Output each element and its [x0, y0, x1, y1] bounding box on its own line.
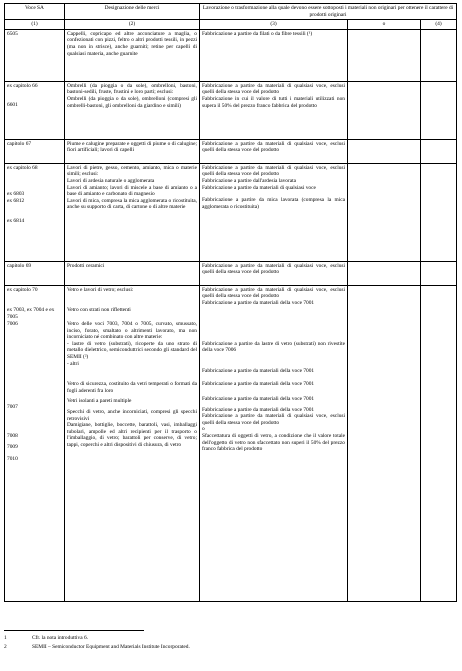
- rule-text: Fabbricazione a partire da materiali della voce 7001: [202, 395, 315, 402]
- description-text: Cappelli, copricapo ed altre acconciature a maglia, o confezionati con pizzi, feltro o altri prodotti tessili, in pezzi (ma non in strisce), anche guarniti; retine per capelli di qualsiasi materia, anche guarnite: [67, 30, 197, 57]
- footnote-number: 2: [4, 644, 7, 650]
- code-text: ex 7003, ex 7004 e ex 7005: [7, 307, 55, 320]
- rule-text: Fabbricazione a partire dall'ardesia lavorata: [202, 177, 297, 184]
- rule-cell: [200, 29, 348, 81]
- col-number: (2): [65, 20, 200, 30]
- rule-alt-cell: [421, 285, 457, 601]
- description-cell: [65, 285, 200, 601]
- footnote: [4, 644, 456, 651]
- description-text: Vetro con strati non riflettenti: [67, 307, 131, 314]
- code-text: 6505: [7, 30, 18, 37]
- rule-text: Fabbricazione a partire da mica lavorata (compresa la mica agglomerata o ricostituita): [202, 197, 345, 210]
- table-row: [5, 261, 457, 285]
- code-text: 7009: [7, 444, 18, 451]
- footnote-divider: [4, 630, 144, 631]
- code-text: ex capitolo 68: [7, 164, 38, 171]
- code-cell: [5, 261, 65, 285]
- description-text: Specchi di vetro, anche incorniciati, compresi gli specchi retrovisivi: [67, 408, 197, 422]
- table-row: [5, 163, 457, 261]
- column-number-row: [5, 20, 457, 30]
- rule-text: Fabbricazione a partire da materiali di qualsiasi voce: [202, 184, 316, 191]
- footnotes: [4, 633, 456, 651]
- description-text: Lavori di amianto; lavori di miscele a base di amianto o a base di amianto e carbonato di magnesio: [67, 184, 197, 198]
- col-number: o: [348, 20, 421, 30]
- rule-cell: [200, 139, 348, 163]
- code-text: 7007: [7, 404, 18, 411]
- code-text: ex 6803: [7, 191, 25, 198]
- description-text: Vetro di sicurezza, costituito da vetri temperati o formati da fogli aderenti fra loro: [67, 381, 197, 394]
- description-cell: [65, 139, 200, 163]
- table-header-row: [5, 4, 457, 20]
- rule-cell: [200, 285, 348, 601]
- or-cell: [348, 261, 421, 285]
- description-text: Ombrelli (da pioggia o da sole), ombrelloni (compresi gli ombrelli-bastoni, gli ombrelloni da giardino e simili): [67, 95, 197, 109]
- rules-table: [4, 3, 457, 602]
- rule-alt-cell: [421, 163, 457, 261]
- code-text: 6601: [7, 102, 18, 109]
- rule-text: Fabbricazione a partire da materiali della voce 7001: [202, 367, 315, 374]
- rule-cell: [200, 261, 348, 285]
- code-cell: [5, 81, 65, 139]
- code-text: capitolo 67: [7, 140, 32, 147]
- header-lavorazione: Lavorazione o trasformazione alla quale devono essere sottoposti i materiali non originari per ottenere il carattere di prodotti originari: [200, 4, 457, 20]
- description-text: Ombrelli (da pioggia o da sole), ombrelloni, bastoni, bastoni-sedili, fruste, frustini e loro parti; esclusi:: [67, 82, 197, 96]
- rule-text: Fabbricazione a partire da materiali della voce 7001: [202, 381, 315, 388]
- rule-text: Fabbricazione a partire da materiali di qualsiasi voce, esclusi quelli della stessa voce del prodotto: [202, 262, 345, 276]
- rule-alt-cell: [421, 261, 457, 285]
- code-text: ex capitolo 66: [7, 82, 38, 89]
- table-row: [5, 139, 457, 163]
- footnote-text: SEMII – Semiconductor Equipment and Materials Institute Incorporated.: [32, 644, 190, 650]
- description-cell: [65, 163, 200, 261]
- code-text: 7010: [7, 455, 18, 462]
- or-cell: [348, 29, 421, 81]
- code-cell: [5, 285, 65, 601]
- or-cell: [348, 81, 421, 139]
- description-text: - altri: [67, 360, 79, 367]
- description-text: Prodotti ceramici: [67, 262, 105, 269]
- code-text: 7008: [7, 432, 18, 439]
- col-number: (3): [200, 20, 348, 30]
- code-text: 7006: [7, 320, 18, 327]
- description-cell: [65, 81, 200, 139]
- table-row: [5, 285, 457, 601]
- col-number: (1): [5, 20, 65, 30]
- or-cell: [348, 285, 421, 601]
- description-text: Damigiane, bottiglie, boccette, barattoli, vasi, imballaggi tubolari, ampolle ed altri recipienti per il trasporto o l'imballaggio, di vetro; barattoli per conserve, di vetro; tappi, coperchi e altri dispositivi di chiusura, di vetro: [67, 422, 197, 448]
- rule-cell: [200, 81, 348, 139]
- rule-text: o: [202, 426, 205, 433]
- description-text: Lavori di pietre, gesso, cemento, amianto, mica o materie simili; esclusi:: [67, 164, 197, 178]
- rule-cell: [200, 163, 348, 261]
- description-text: Piume e calugine preparate e oggetti di piume o di calugine; fiori artificiali; lavori di capelli: [67, 140, 197, 154]
- table-row: [5, 81, 457, 139]
- or-cell: [348, 163, 421, 261]
- rule-text: Fabbricazione a partire da lastre di vetro (substrati) non rivestite della voce 7006: [202, 340, 345, 354]
- footnote-number: 1: [4, 635, 7, 641]
- rule-text: Fabbricazione a partire da materiali di qualsiasi voce, esclusi quelli della stessa voce del prodotto: [202, 164, 345, 178]
- or-cell: [348, 139, 421, 163]
- rule-alt-cell: [421, 139, 457, 163]
- description-text: Vetro delle voci 7003, 7004 o 7005, curvato, smussato, inciso, forato, smaltato o altrimenti lavorato, ma non incorniciato né combinato con altre materie:: [67, 320, 197, 341]
- rule-text: Sfaccettatura di oggetti di vetro, a condizione che il valore totale dell'oggetto di vetro non sfaccettato non superi il 50% del prezzo franco fabbrica del prodotto: [202, 432, 345, 453]
- rule-text: Fabbricazione a partire da materiali di qualsiasi voce, esclusi quelli della stessa voce del prodotto: [202, 82, 345, 96]
- code-cell: [5, 163, 65, 261]
- rule-text: Fabbricazione a partire da materiali della voce 7001: [202, 299, 315, 306]
- code-text: ex capitolo 70: [7, 286, 38, 293]
- code-cell: [5, 139, 65, 163]
- rule-text: Fabbricazione a partire da filati o da fibre tessili (¹): [202, 30, 313, 37]
- description-text: - lastre di vetro (substrati), ricoperte da uno strato di metallo dielettrico, semiconduttrici secondo gli standard del SEMII (²): [67, 340, 197, 360]
- header-voce-sa: Voce SA: [5, 4, 65, 20]
- code-cell: [5, 29, 65, 81]
- rule-text: Fabbricazione a partire da materiali di qualsiasi voce, esclusi quelli della stessa voce del prodotto: [202, 413, 345, 426]
- col-number: (4): [421, 20, 457, 30]
- description-text: Lavori di mica, compresa la mica agglomerata o ricostituita, anche su supporto di carta, di cartone o di altre materie: [67, 197, 197, 211]
- rule-alt-cell: [421, 29, 457, 81]
- rule-text: Fabbricazione a partire da materiali della voce 7001: [202, 406, 315, 413]
- header-designazione: Designazione delle merci: [65, 4, 200, 20]
- description-text: Lavori di ardesia naturale o agglomerata: [67, 177, 155, 184]
- description-text: Vetro e lavori di vetro; esclusi:: [67, 286, 134, 293]
- code-text: ex 6814: [7, 217, 25, 224]
- description-text: Vetri isolanti a pareti multiple: [67, 398, 132, 405]
- table-row: [5, 29, 457, 81]
- rule-text: Fabbricazione in cui il valore di tutti i materiali utilizzati non supera il 50% del prezzo franco fabbrica del prodotto: [202, 95, 345, 109]
- footnote-text: Cfr. la nota introduttiva 6.: [32, 635, 88, 641]
- code-text: capitolo 69: [7, 262, 32, 269]
- rule-text: Fabbricazione a partire da materiali di qualsiasi voce, esclusi quelli della stessa voce del prodotto: [202, 140, 345, 154]
- code-text: ex 6812: [7, 197, 25, 204]
- footnote: [4, 635, 456, 642]
- description-cell: [65, 29, 200, 81]
- description-cell: [65, 261, 200, 285]
- rule-alt-cell: [421, 81, 457, 139]
- rule-text: Fabbricazione a partire da materiali di qualsiasi voce, esclusi quelli della stessa voce del prodotto: [202, 286, 345, 300]
